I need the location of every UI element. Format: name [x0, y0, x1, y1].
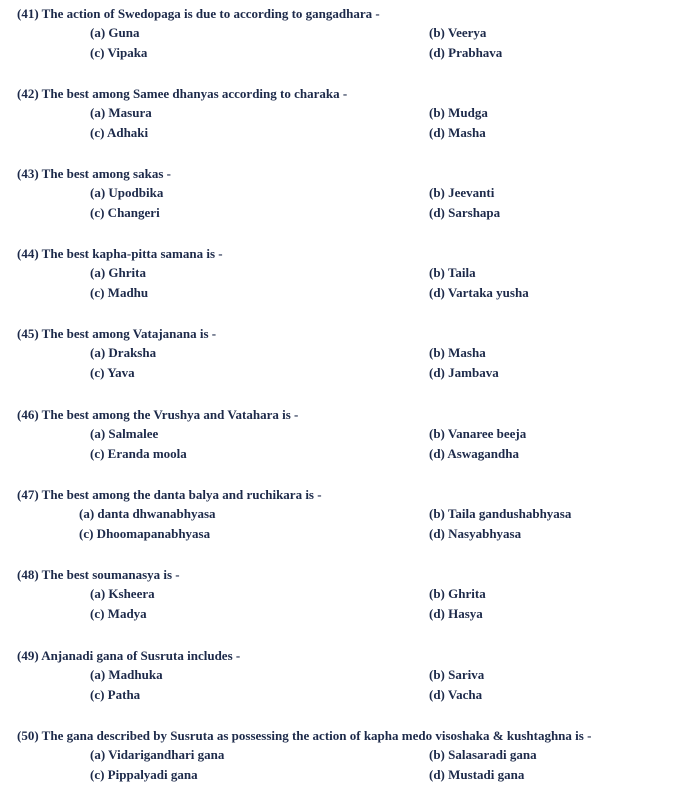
option-b: (b) Mudga [429, 105, 488, 120]
option-b: (b) Sariva [429, 667, 485, 682]
option-c: (c) Adhaki [90, 125, 149, 140]
question-48 [0, 567, 693, 629]
option-b: (b) Ghrita [429, 586, 486, 601]
option-d: (d) Hasya [429, 606, 483, 621]
option-b: (b) Masha [429, 345, 486, 360]
option-b: (b) Vanaree beeja [429, 426, 527, 441]
question-text: (43) The best among sakas - [17, 166, 171, 181]
question-42 [0, 86, 693, 148]
question-41 [0, 6, 693, 68]
option-d: (d) Prabhava [429, 45, 503, 60]
question-text: (46) The best among the Vrushya and Vatahara is - [17, 407, 299, 422]
question-text: (48) The best soumanasya is - [17, 567, 180, 582]
option-a: (a) Guna [90, 25, 140, 40]
option-d: (d) Vartaka yusha [429, 285, 529, 300]
option-d: (d) Sarshapa [429, 205, 501, 220]
option-a: (a) Masura [90, 105, 152, 120]
question-49 [0, 648, 693, 710]
option-a: (a) Draksha [90, 345, 157, 360]
question-text: (45) The best among Vatajanana is - [17, 326, 217, 341]
option-c: (c) Patha [90, 687, 141, 702]
option-c: (c) Yava [90, 365, 135, 380]
option-b: (b) Veerya [429, 25, 487, 40]
option-b: (b) Jeevanti [429, 185, 495, 200]
option-b: (b) Taila gandushabhyasa [429, 506, 572, 521]
option-c: (c) Vipaka [90, 45, 148, 60]
option-c: (c) Madya [90, 606, 147, 621]
option-d: (d) Jambava [429, 365, 499, 380]
option-d: (d) Mustadi gana [429, 767, 525, 782]
option-d: (d) Vacha [429, 687, 483, 702]
option-a: (a) Upodbika [90, 185, 164, 200]
option-b: (b) Taila [429, 265, 476, 280]
question-50 [0, 728, 693, 790]
option-c: (c) Madhu [90, 285, 149, 300]
option-b: (b) Salasaradi gana [429, 747, 537, 762]
question-45 [0, 326, 693, 388]
option-c: (c) Dhoomapanabhyasa [79, 526, 211, 541]
option-a: (a) Ksheera [90, 586, 155, 601]
question-text: (44) The best kapha-pitta samana is - [17, 246, 223, 261]
option-a: (a) Ghrita [90, 265, 146, 280]
option-d: (d) Nasyabhyasa [429, 526, 522, 541]
question-44 [0, 246, 693, 308]
question-text: (42) The best among Samee dhanyas according to charaka - [17, 86, 348, 101]
option-a: (a) Salmalee [90, 426, 159, 441]
question-47 [0, 487, 693, 549]
option-a: (a) Madhuka [90, 667, 163, 682]
question-text: (50) The gana described by Susruta as possessing the action of kapha medo visoshaka & kushtaghna is - [17, 728, 592, 743]
option-c: (c) Eranda moola [90, 446, 187, 461]
option-c: (c) Pippalyadi gana [90, 767, 198, 782]
option-d: (d) Masha [429, 125, 486, 140]
question-text: (41) The action of Swedopaga is due to according to gangadhara - [17, 6, 380, 21]
question-text: (49) Anjanadi gana of Susruta includes - [17, 648, 241, 663]
question-text: (47) The best among the danta balya and ruchikara is - [17, 487, 322, 502]
question-43 [0, 166, 693, 228]
question-46 [0, 407, 693, 469]
option-d: (d) Aswagandha [429, 446, 519, 461]
option-a: (a) danta dhwanabhyasa [79, 506, 216, 521]
option-c: (c) Changeri [90, 205, 160, 220]
option-a: (a) Vidarigandhari gana [90, 747, 225, 762]
